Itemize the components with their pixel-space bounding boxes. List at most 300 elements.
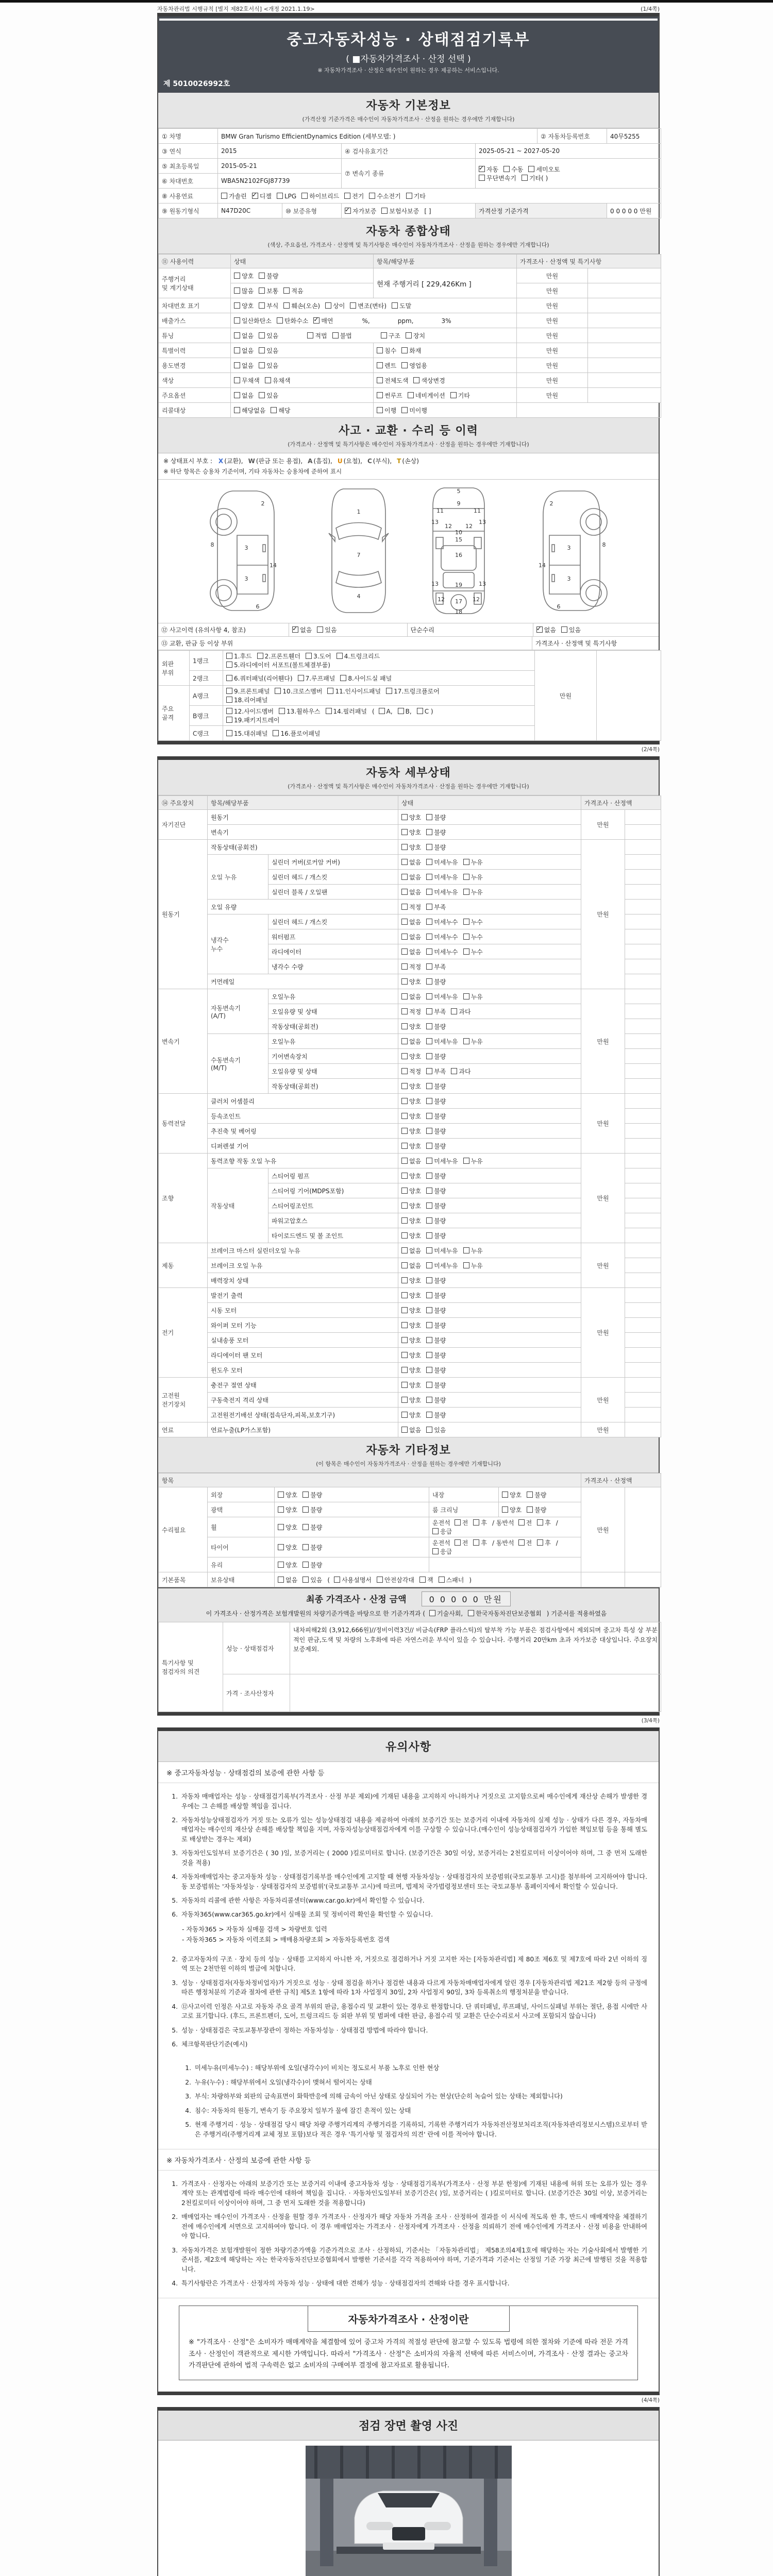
checkbox-icon[interactable] bbox=[401, 963, 408, 970]
cell: 충전구 절연 상태 bbox=[208, 1378, 398, 1393]
option bbox=[234, 316, 272, 325]
panel-number: 11 bbox=[473, 507, 481, 515]
checkbox-icon[interactable] bbox=[377, 407, 383, 413]
checkbox-icon[interactable] bbox=[234, 287, 240, 294]
checkbox-icon[interactable] bbox=[426, 993, 432, 999]
checkbox-icon[interactable] bbox=[518, 1539, 525, 1546]
checkbox-icon[interactable] bbox=[303, 1544, 309, 1550]
panel-number: 4 bbox=[357, 593, 360, 600]
inspection-photo-front bbox=[306, 2446, 512, 2576]
notice-item bbox=[166, 2026, 647, 2035]
checkbox-icon[interactable] bbox=[473, 1519, 479, 1526]
notice-sub-line: - 자동차365 > 자동차 실매물 검색 > 차량번호 입력 bbox=[182, 1925, 327, 1933]
checkbox-icon[interactable] bbox=[265, 377, 271, 383]
checkbox-icon[interactable] bbox=[277, 193, 283, 199]
checkbox-icon[interactable] bbox=[451, 1068, 457, 1074]
checkbox-icon[interactable] bbox=[426, 978, 432, 985]
checkbox-icon[interactable] bbox=[259, 273, 265, 279]
checkbox-checked-icon[interactable] bbox=[536, 626, 543, 633]
checkbox-icon[interactable] bbox=[271, 407, 277, 413]
checkbox-icon[interactable] bbox=[401, 1113, 408, 1119]
checkbox-icon[interactable] bbox=[426, 1292, 432, 1298]
checkbox-icon[interactable] bbox=[463, 934, 469, 940]
checkbox-icon[interactable] bbox=[273, 730, 279, 736]
checkbox-icon[interactable] bbox=[401, 1367, 408, 1373]
checkbox-icon[interactable] bbox=[426, 874, 432, 880]
checkbox-icon[interactable] bbox=[401, 1412, 408, 1418]
checkbox-icon[interactable] bbox=[426, 1053, 432, 1059]
checkbox-icon[interactable] bbox=[426, 919, 432, 925]
checkbox-icon[interactable] bbox=[426, 1397, 432, 1403]
checkbox-icon[interactable] bbox=[317, 626, 323, 633]
checkbox-icon[interactable] bbox=[426, 1023, 432, 1029]
checkbox-icon[interactable] bbox=[426, 1427, 432, 1433]
checkbox-icon[interactable] bbox=[379, 708, 385, 714]
cell: 가격산정 기준가격 bbox=[476, 204, 607, 218]
cell bbox=[517, 403, 661, 418]
checkbox-icon[interactable] bbox=[450, 392, 457, 398]
cell bbox=[625, 885, 661, 900]
cell: 주행거리 및 계기상태 bbox=[159, 268, 231, 298]
option-label: 있음 bbox=[568, 626, 581, 634]
header-cell: 가격조사 · 산정액 bbox=[581, 1473, 661, 1487]
checkbox-icon[interactable] bbox=[401, 978, 408, 985]
status-options bbox=[342, 204, 476, 218]
option bbox=[401, 1321, 421, 1330]
checkbox-icon[interactable] bbox=[408, 392, 414, 398]
cell bbox=[625, 1228, 661, 1243]
cell bbox=[625, 810, 661, 825]
option bbox=[278, 1523, 297, 1532]
checkbox-icon[interactable] bbox=[401, 1038, 408, 1044]
checkbox-icon[interactable] bbox=[426, 1352, 432, 1358]
checkbox-icon[interactable] bbox=[257, 653, 263, 659]
checkbox-icon[interactable] bbox=[350, 302, 356, 309]
checkbox-icon[interactable] bbox=[426, 1307, 432, 1313]
panel-number: 16 bbox=[455, 552, 462, 559]
checkbox-icon[interactable] bbox=[344, 193, 350, 199]
checkbox-checked-icon[interactable] bbox=[313, 317, 320, 324]
checkbox-icon[interactable] bbox=[439, 1577, 445, 1583]
checkbox-icon[interactable] bbox=[326, 708, 332, 714]
checkbox-icon[interactable] bbox=[518, 1519, 525, 1526]
option-label: 양호 bbox=[409, 1127, 422, 1135]
checkbox-icon[interactable] bbox=[226, 675, 232, 681]
checkbox-icon[interactable] bbox=[463, 1038, 469, 1044]
checkbox-icon[interactable] bbox=[463, 993, 469, 999]
checkbox-icon[interactable] bbox=[401, 407, 408, 413]
checkbox-icon[interactable] bbox=[426, 1128, 432, 1134]
checkbox-icon[interactable] bbox=[426, 1337, 432, 1343]
checkbox-checked-icon[interactable] bbox=[292, 626, 298, 633]
checkbox-icon[interactable] bbox=[561, 626, 567, 633]
option-label: 후 bbox=[545, 1539, 551, 1547]
option-label: 적정 bbox=[409, 903, 422, 911]
checkbox-icon[interactable] bbox=[337, 653, 343, 659]
final-price-amount: 0 0 0 0 0 만원 bbox=[422, 1591, 511, 1606]
checkbox-icon[interactable] bbox=[401, 1188, 408, 1194]
checkbox-icon[interactable] bbox=[377, 392, 383, 398]
checkbox-icon[interactable] bbox=[340, 675, 346, 681]
checkbox-icon[interactable] bbox=[226, 697, 232, 703]
checkbox-icon[interactable] bbox=[463, 1262, 469, 1268]
checkbox-icon[interactable] bbox=[401, 1202, 408, 1209]
notice-number: 6. bbox=[172, 2040, 178, 2048]
checkbox-icon[interactable] bbox=[381, 332, 387, 338]
checkbox-icon[interactable] bbox=[306, 653, 312, 659]
checkbox-icon[interactable] bbox=[401, 1053, 408, 1059]
checkbox-icon[interactable] bbox=[401, 1008, 408, 1014]
option-label: 없음 bbox=[242, 362, 254, 369]
checkbox-icon[interactable] bbox=[401, 1322, 408, 1328]
option-label: 도말 bbox=[399, 302, 412, 310]
checkbox-icon[interactable] bbox=[401, 874, 408, 880]
checkbox-icon[interactable] bbox=[377, 1577, 383, 1583]
checkbox-icon[interactable] bbox=[426, 1113, 432, 1119]
checkbox-checked-icon[interactable] bbox=[479, 166, 485, 172]
checkbox-icon[interactable] bbox=[234, 377, 240, 383]
checkbox-icon[interactable] bbox=[377, 347, 383, 353]
checkbox-icon[interactable] bbox=[303, 1577, 309, 1583]
checkbox-icon[interactable] bbox=[426, 1322, 432, 1328]
status-options bbox=[429, 1517, 581, 1537]
checkbox-icon[interactable] bbox=[226, 730, 232, 736]
checkbox-icon[interactable] bbox=[426, 934, 432, 940]
cell: 등속조인트 bbox=[208, 1109, 398, 1124]
status-options bbox=[398, 944, 581, 959]
option bbox=[401, 1306, 421, 1315]
option bbox=[226, 707, 274, 716]
checkbox-icon[interactable] bbox=[426, 1173, 432, 1179]
notice-item bbox=[180, 2092, 647, 2101]
checkbox-icon[interactable] bbox=[401, 948, 408, 955]
option-label: 17.트렁크플로어 bbox=[394, 688, 440, 696]
option-label: 무채색 bbox=[242, 377, 260, 384]
checkbox-icon[interactable] bbox=[401, 1262, 408, 1268]
status-options bbox=[398, 1303, 581, 1318]
checkbox-icon[interactable] bbox=[401, 1382, 408, 1388]
option bbox=[377, 361, 396, 370]
checkbox-icon[interactable] bbox=[226, 708, 232, 714]
checkbox-icon[interactable] bbox=[259, 392, 265, 398]
option-label: 기타 bbox=[458, 392, 470, 399]
checkbox-icon[interactable] bbox=[386, 688, 392, 694]
status-options bbox=[398, 1378, 581, 1393]
checkbox-icon[interactable] bbox=[278, 1524, 284, 1530]
panel-number: 8 bbox=[210, 541, 214, 549]
checkbox-icon[interactable] bbox=[401, 1083, 408, 1089]
option-label: 세미오토 bbox=[536, 165, 560, 173]
option bbox=[381, 331, 400, 340]
panel-number: 9 bbox=[457, 500, 460, 507]
checkbox-icon[interactable] bbox=[283, 302, 290, 309]
checkbox-icon[interactable] bbox=[307, 332, 313, 338]
checkbox-icon[interactable] bbox=[432, 1528, 439, 1534]
option bbox=[377, 346, 396, 355]
checkbox-icon[interactable] bbox=[426, 1143, 432, 1149]
option-label: 없음 bbox=[409, 918, 422, 926]
checkbox-icon[interactable] bbox=[413, 377, 419, 383]
checkbox-icon[interactable] bbox=[226, 662, 232, 668]
checkbox-icon[interactable] bbox=[334, 1577, 340, 1583]
checkbox-icon[interactable] bbox=[401, 1232, 408, 1239]
checkbox-icon[interactable] bbox=[426, 1008, 432, 1014]
checkbox-icon[interactable] bbox=[401, 1023, 408, 1029]
checkbox-icon[interactable] bbox=[426, 1277, 432, 1283]
option bbox=[426, 813, 446, 822]
checkbox-icon[interactable] bbox=[426, 889, 432, 895]
checkbox-icon[interactable] bbox=[426, 1038, 432, 1044]
checkbox-icon[interactable] bbox=[426, 1202, 432, 1209]
option-label: 응급 bbox=[440, 1528, 452, 1536]
checkbox-icon[interactable] bbox=[401, 814, 408, 820]
checkbox-icon[interactable] bbox=[234, 362, 240, 368]
cell: 용도변경 bbox=[159, 358, 231, 373]
checkbox-icon[interactable] bbox=[502, 1506, 508, 1513]
panel-number: 19 bbox=[455, 582, 462, 589]
option bbox=[455, 1538, 468, 1547]
checkbox-checked-icon[interactable] bbox=[252, 193, 258, 199]
option bbox=[518, 1518, 532, 1527]
option-text: / 동반석 bbox=[492, 1519, 514, 1527]
checkbox-icon[interactable] bbox=[401, 934, 408, 940]
notice-title: 유의사항 bbox=[385, 1741, 431, 1754]
price-cell: 만원 bbox=[581, 1243, 625, 1288]
cell bbox=[625, 1213, 661, 1228]
checkbox-icon[interactable] bbox=[303, 1506, 309, 1513]
checkbox-icon[interactable] bbox=[259, 287, 265, 294]
checkbox-icon[interactable] bbox=[537, 1519, 543, 1526]
checkbox-icon[interactable] bbox=[234, 407, 240, 413]
checkbox-icon[interactable] bbox=[401, 1292, 408, 1298]
option-text: 이 가격조사 · 산정가격은 보험개발원의 차량기준가액을 바탕으로 한 기준가격과 ( bbox=[206, 1610, 426, 1618]
option-label: 화재 bbox=[409, 347, 422, 354]
checkbox-icon[interactable] bbox=[325, 302, 331, 309]
checkbox-icon[interactable] bbox=[426, 963, 432, 970]
option bbox=[502, 1490, 522, 1499]
checkbox-icon[interactable] bbox=[468, 1610, 474, 1616]
checkbox-icon[interactable] bbox=[303, 1562, 309, 1568]
checkbox-icon[interactable] bbox=[426, 1083, 432, 1089]
final-price-label: 최종 가격조사 · 산정 금액 bbox=[306, 1595, 407, 1605]
checkbox-icon[interactable] bbox=[426, 859, 432, 865]
cell: 냉각수 누수 bbox=[208, 914, 268, 974]
checkbox-icon[interactable] bbox=[401, 1397, 408, 1403]
checkbox-icon[interactable] bbox=[275, 688, 281, 694]
cell bbox=[625, 1393, 661, 1408]
inspector-opinion-text: 내차피해2회 (3,912,666원)//정비이력3건// 비금속(FRP 플라스틱)의 탈부착 가능 부품은 점검사항에서 제외되며 중고차 특성 상 부분적인 판금,도색 및 차량의 노후화에 따른 자연스러운 부식이 있을 수 있습니다. 주행거리 20만km 초과 자가보증 대상입니다. 주요장치 보증제외. bbox=[290, 1622, 661, 1674]
checkbox-icon[interactable] bbox=[278, 1544, 284, 1550]
cell bbox=[625, 825, 661, 840]
checkbox-icon[interactable] bbox=[401, 904, 408, 910]
checkbox-icon[interactable] bbox=[432, 1548, 439, 1554]
checkbox-icon[interactable] bbox=[401, 362, 408, 368]
checkbox-icon[interactable] bbox=[417, 708, 423, 714]
checkbox-icon[interactable] bbox=[301, 193, 308, 199]
checkbox-icon[interactable] bbox=[528, 166, 534, 172]
checkbox-icon[interactable] bbox=[259, 362, 265, 368]
checkbox-icon[interactable] bbox=[401, 1173, 408, 1179]
checkbox-icon[interactable] bbox=[426, 1188, 432, 1194]
checkbox-icon[interactable] bbox=[298, 675, 304, 681]
checkbox-icon[interactable] bbox=[221, 193, 227, 199]
checkbox-icon[interactable] bbox=[369, 193, 375, 199]
checkbox-icon[interactable] bbox=[463, 859, 469, 865]
checkbox-icon[interactable] bbox=[381, 208, 388, 214]
checkbox-icon[interactable] bbox=[234, 392, 240, 398]
checkbox-icon[interactable] bbox=[463, 1247, 469, 1253]
checkbox-icon[interactable] bbox=[455, 1519, 461, 1526]
checkbox-icon[interactable] bbox=[398, 708, 404, 714]
checkbox-icon[interactable] bbox=[303, 1492, 309, 1498]
checkbox-icon[interactable] bbox=[259, 302, 265, 309]
checkbox-icon[interactable] bbox=[426, 1247, 432, 1253]
checkbox-icon[interactable] bbox=[426, 814, 432, 820]
checkbox-icon[interactable] bbox=[283, 287, 290, 294]
checkbox-icon[interactable] bbox=[259, 332, 265, 338]
checkbox-icon[interactable] bbox=[426, 1158, 432, 1164]
checkbox-icon[interactable] bbox=[429, 1610, 435, 1616]
checkbox-icon[interactable] bbox=[426, 1382, 432, 1388]
checkbox-icon[interactable] bbox=[278, 1506, 284, 1513]
checkbox-icon[interactable] bbox=[392, 302, 398, 309]
option bbox=[278, 1575, 297, 1584]
checkbox-icon[interactable] bbox=[451, 1008, 457, 1014]
status-options bbox=[231, 343, 374, 358]
checkbox-icon[interactable] bbox=[406, 332, 412, 338]
checkbox-icon[interactable] bbox=[401, 1337, 408, 1343]
checkbox-icon[interactable] bbox=[401, 1128, 408, 1134]
checkbox-icon[interactable] bbox=[401, 1247, 408, 1253]
checkbox-icon[interactable] bbox=[401, 1352, 408, 1358]
checkbox-icon[interactable] bbox=[463, 919, 469, 925]
option-label: 전 bbox=[462, 1539, 468, 1547]
checkbox-icon[interactable] bbox=[426, 948, 432, 955]
option-label: 자동 bbox=[486, 165, 499, 173]
checkbox-icon[interactable] bbox=[401, 1217, 408, 1224]
checkbox-icon[interactable] bbox=[401, 1098, 408, 1104]
notice-text: 누유(누수) : 해당부위에서 오일(냉각수)이 맺혀서 떨어지는 상태 bbox=[195, 2078, 372, 2086]
checkbox-icon[interactable] bbox=[426, 844, 432, 850]
option-label: 썬루프 bbox=[384, 392, 402, 399]
checkbox-icon[interactable] bbox=[234, 273, 240, 279]
checkbox-icon[interactable] bbox=[426, 904, 432, 910]
checkbox-icon[interactable] bbox=[401, 829, 408, 835]
option bbox=[392, 301, 411, 310]
checkbox-icon[interactable] bbox=[401, 889, 408, 895]
checkbox-icon[interactable] bbox=[278, 1577, 284, 1583]
page-mark-1: (1/4쪽) bbox=[641, 6, 660, 12]
status-options bbox=[398, 840, 581, 855]
checkbox-icon[interactable] bbox=[234, 347, 240, 353]
checkbox-icon[interactable] bbox=[419, 1577, 426, 1583]
checkbox-icon[interactable] bbox=[234, 317, 240, 324]
checkbox-icon[interactable] bbox=[226, 688, 232, 694]
checkbox-icon[interactable] bbox=[473, 1539, 479, 1546]
checkbox-icon[interactable] bbox=[279, 708, 285, 714]
checkbox-icon[interactable] bbox=[377, 377, 383, 383]
checkbox-checked-icon[interactable] bbox=[345, 208, 351, 214]
checkbox-icon[interactable] bbox=[527, 1506, 533, 1513]
notice-text: ⑫사고이력 인정은 사고로 자동차 주요 골격 부위의 판금, 용접수리 및 교환이 있는 경우로 한정합니다. 단 쿼터패널, 루프패널, 사이드실패널 부위는 절단, 용접 시에만 사고로 표기합니다. (후드, 프론트펜더, 도어, 트렁크리드 등 외판 부위 및 범퍼에 대한 판금, 용접수리 및 교환은 단순수리로서 사고에 포함되지 않습니다) bbox=[181, 2003, 647, 2020]
checkbox-icon[interactable] bbox=[522, 175, 528, 181]
checkbox-icon[interactable] bbox=[426, 1217, 432, 1224]
option bbox=[426, 1067, 446, 1076]
checkbox-icon[interactable] bbox=[406, 193, 412, 199]
checkbox-icon[interactable] bbox=[401, 993, 408, 999]
checkbox-icon[interactable] bbox=[278, 1492, 284, 1498]
checkbox-icon[interactable] bbox=[401, 859, 408, 865]
checkbox-icon[interactable] bbox=[401, 347, 408, 353]
checkbox-icon[interactable] bbox=[401, 1068, 408, 1074]
checkbox-icon[interactable] bbox=[332, 332, 339, 338]
cell bbox=[625, 1348, 661, 1363]
cell bbox=[625, 1408, 661, 1422]
checkbox-icon[interactable] bbox=[527, 1492, 533, 1498]
option-label: 전기 bbox=[352, 192, 364, 200]
checkbox-icon[interactable] bbox=[226, 717, 232, 723]
checkbox-icon[interactable] bbox=[259, 347, 265, 353]
checkbox-icon[interactable] bbox=[303, 1524, 309, 1530]
checkbox-icon[interactable] bbox=[455, 1539, 461, 1546]
notice-number: 5. bbox=[172, 1897, 178, 1905]
checkbox-icon[interactable] bbox=[277, 317, 283, 324]
checkbox-icon[interactable] bbox=[327, 688, 333, 694]
checkbox-icon[interactable] bbox=[234, 302, 240, 309]
checkbox-icon[interactable] bbox=[426, 1262, 432, 1268]
panel-number: 17 bbox=[455, 598, 462, 605]
option bbox=[451, 1007, 470, 1016]
checkbox-icon[interactable] bbox=[377, 362, 383, 368]
option-label: 스패너 bbox=[446, 1576, 464, 1584]
checkbox-icon[interactable] bbox=[479, 175, 485, 181]
checkbox-icon[interactable] bbox=[226, 653, 232, 659]
option-label: 응급 bbox=[440, 1548, 452, 1556]
checkbox-icon[interactable] bbox=[503, 166, 510, 172]
option-text: ( bbox=[372, 708, 375, 716]
checkbox-icon[interactable] bbox=[401, 1158, 408, 1164]
checkbox-icon[interactable] bbox=[426, 1412, 432, 1418]
checkbox-icon[interactable] bbox=[426, 1098, 432, 1104]
checkbox-icon[interactable] bbox=[401, 1307, 408, 1313]
checkbox-icon[interactable] bbox=[502, 1492, 508, 1498]
checkbox-icon[interactable] bbox=[234, 332, 240, 338]
status-code-desc: (흠집), bbox=[313, 457, 332, 465]
checkbox-icon[interactable] bbox=[537, 1539, 543, 1546]
checkbox-icon[interactable] bbox=[426, 1068, 432, 1074]
checkbox-icon[interactable] bbox=[278, 1562, 284, 1568]
checkbox-icon[interactable] bbox=[401, 1143, 408, 1149]
checkbox-icon[interactable] bbox=[401, 919, 408, 925]
notice-item bbox=[166, 2179, 647, 2208]
checkbox-icon[interactable] bbox=[463, 874, 469, 880]
checkbox-icon[interactable] bbox=[401, 1427, 408, 1433]
checkbox-icon[interactable] bbox=[463, 889, 469, 895]
option-label: 미세누유 bbox=[434, 1247, 458, 1255]
option bbox=[426, 1172, 446, 1180]
cell bbox=[223, 686, 535, 706]
checkbox-icon[interactable] bbox=[463, 1158, 469, 1164]
checkbox-icon[interactable] bbox=[426, 1232, 432, 1239]
checkbox-icon[interactable] bbox=[401, 844, 408, 850]
cell: 발전기 출력 bbox=[208, 1288, 398, 1303]
checkbox-icon[interactable] bbox=[426, 1367, 432, 1373]
checkbox-icon[interactable] bbox=[463, 948, 469, 955]
checkbox-icon[interactable] bbox=[401, 1277, 408, 1283]
checkbox-icon[interactable] bbox=[426, 829, 432, 835]
option-text: ( bbox=[327, 1576, 330, 1584]
decorative-line bbox=[159, 19, 658, 21]
